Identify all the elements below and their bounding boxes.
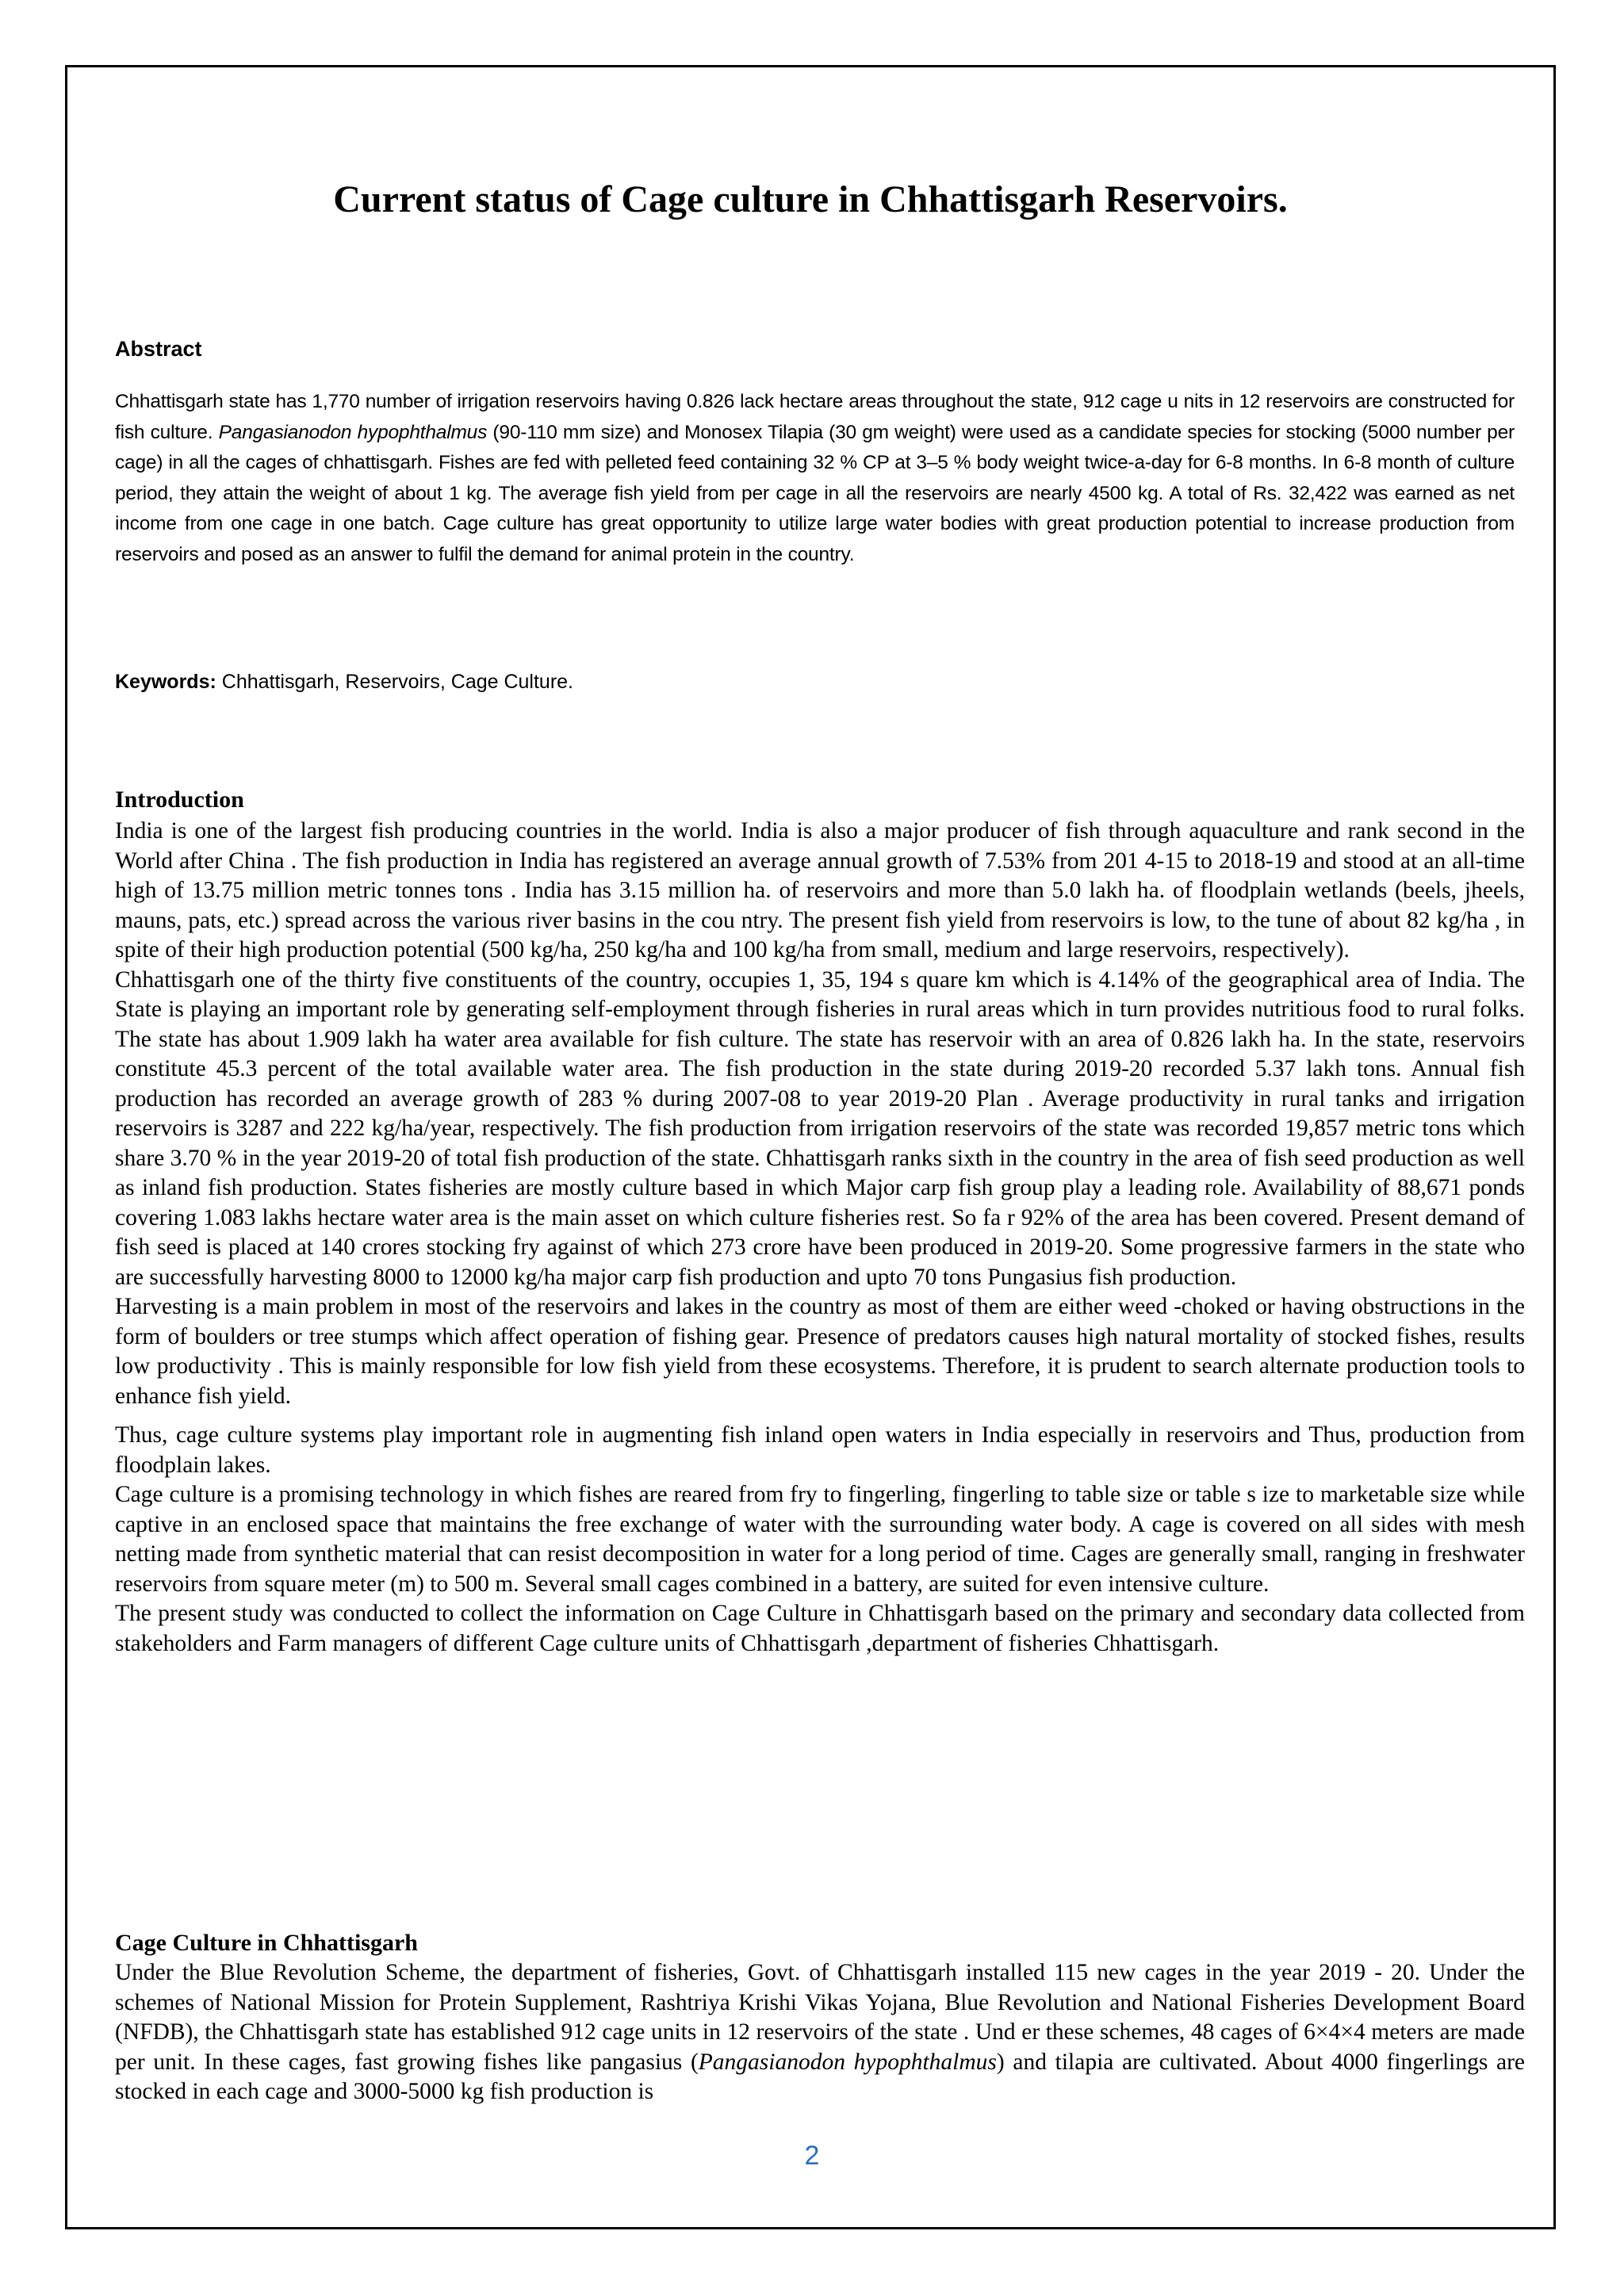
- keywords-text: Chhattisgarh, Reservoirs, Cage Culture.: [216, 671, 574, 693]
- cage-text-part-2: ) and tilapia are cultivated. About 4000 fingerlings are stocked in each cage and 3000-5000 kg fish production is: [115, 2049, 1526, 2104]
- cage-culture-paragraph: [115, 1958, 1525, 2107]
- intro-paragraph-4: Thus, cage culture systems play important role in augmenting fish inland open waters in India especially in reservoirs and Thus, production from floodplain lakes.: [115, 1422, 1525, 1478]
- intro-paragraph-5: Cage culture is a promising technology in which fishes are reared from fry to fingerling, fingerling to table size or table s ize to marketable size while captive in an enclosed space that maintains the free exchange of water with the surrounding water body. A cage is covered on all sides with mesh netting made from synthetic material that can resist decomposition in water for a long period of time. Cages are generally small, ranging in freshwater reservoirs from square meter (m) to 500 m. Several small cages combined in a battery, are suited for even intensive culture.: [115, 1482, 1525, 1597]
- intro-paragraph-6: The present study was conducted to collect the information on Cage Culture in Chhattisgarh based on the primary and secondary data collected from stakeholders and Farm managers of different Cage culture units of Chhattisgarh ,department of fisheries Chhattisgarh.: [115, 1601, 1525, 1656]
- abstract-text-part-2: (90-110 mm size) and Monosex Tilapia (30 gm weight) were used as a candidate species for stocking (5000 number per cage) in all the cages of chhattisgarh. Fishes are fed with pelleted feed containing 32 % CP at 3–5 % body weight twice-a-day for 6-8 months. In 6-8 month of culture period, they attain the weight of about 1 kg. The average fish yield from per cage in all the reservoirs are nearly 4500 kg. A total of Rs. 32,422 was earned as net income from one cage in one batch. Cage culture has great opportunity to utilize large water bodies with great production potential to increase production from reservoirs and posed as an answer to fulfil the demand for animal protein in the country.: [115, 421, 1515, 565]
- introduction-body: [115, 817, 1525, 1659]
- abstract-species-name: Pangasianodon hypophthalmus: [218, 421, 488, 443]
- page-number: 2: [804, 2141, 820, 2171]
- cage-culture-body: [115, 1958, 1525, 2107]
- cage-text-part-1: Under the Blue Revolution Scheme, the department of fisheries, Govt. of Chhattisgarh installed 115 new cages in the year 2019 - 20. Under the schemes of National Mission for Protein Supplement, Rashtriya Krishi Vikas Yojana, Blue Revolution and National Fisheries Development Board (NFDB), the Chhattisgarh state has established 912 cage units in 12 reservoirs of the state . Und er these schemes, 48 cages of 6×4×4 meters are made per unit. In these cages, fast growing fishes like pangasius (: [115, 1960, 1525, 2075]
- abstract-body: [115, 387, 1515, 570]
- intro-paragraph-3: Harvesting is a main problem in most of the reservoirs and lakes in the country as most of them are either weed -choked or having obstructions in the form of boulders or tree stumps which affect operation of fishing gear. Presence of predators causes high natural mortality of stocked fishes, results low productivity . This is mainly responsible for low fish yield from these ecosystems. Therefore, it is prudent to search alternate production tools to enhance fish yield.: [115, 1294, 1525, 1409]
- abstract-text-part-1: Chhattisgarh state has 1,770 number of irrigation reservoirs having 0.826 lack hectare areas throughout the state, 912 cage u nits in 12 reservoirs are constructed for fish culture.: [115, 391, 1515, 443]
- introduction-heading: Introduction: [115, 786, 244, 813]
- abstract-heading: Abstract: [115, 337, 202, 361]
- cage-species-name: Pangasianodon hypophthalmus: [698, 2049, 997, 2075]
- cage-culture-heading: Cage Culture in Chhattisgarh: [115, 1930, 418, 1956]
- paper-title: Current status of Cage culture in Chhattisgarh Reservoirs.: [333, 178, 1288, 220]
- keywords-label: Keywords:: [115, 671, 216, 693]
- keywords: [115, 668, 1515, 696]
- intro-paragraph-2: Chhattisgarh one of the thirty five constituents of the country, occupies 1, 35, 194 s quare km which is 4.14% of the geographical area of India. The State is playing an important role by generating self-employment through fisheries in rural areas which in turn provides nutritious food to rural folks. The state has about 1.909 lakh ha water area available for fish culture. The state has reservoir with an area of 0.826 lakh ha. In the state, reservoirs constitute 45.3 percent of the total available water area. The fish production in the state during 2019-20 recorded 5.37 lakh tons. Annual fish production has recorded an average growth of 283 % during 2007-08 to year 2019-20 Plan . Average productivity in rural tanks and irrigation reservoirs is 3287 and 222 kg/ha/year, respectively. The fish production from irrigation reservoirs of the state was recorded 19,857 metric tons which share 3.70 % in the year 2019-20 of total fish production of the state. Chhattisgarh ranks sixth in the country in the area of fish seed production as well as inland fish production. States fisheries are mostly culture based in which Major carp fish group play a leading role. Availability of 88,671 ponds covering 1.083 lakhs hectare water area is the main asset on which culture fisheries rest. So fa r 92% of the area has been covered. Present demand of fish seed is placed at 140 crores stocking fry against of which 273 crore have been produced in 2019-20. Some progressive farmers in the state who are successfully harvesting 8000 to 12000 kg/ha major carp fish production and upto 70 tons Pungasius fish production.: [115, 966, 1525, 1290]
- intro-paragraph-1: India is one of the largest fish producing countries in the world. India is also a major producer of fish through aquaculture and rank second in the World after China . The fish production in India has registered an average annual growth of 7.53% from 201 4-15 to 2018-19 and stood at an all-time high of 13.75 million metric tonnes tons . India has 3.15 million ha. of reservoirs and more than 5.0 lakh ha. of floodplain wetlands (beels, jheels, mauns, pats, etc.) spread across the various river basins in the cou ntry. The present fish yield from reservoirs is low, to the tune of about 82 kg/ha , in spite of their high production potential (500 kg/ha, 250 kg/ha and 100 kg/ha from small, medium and large reservoirs, respectively).: [115, 818, 1525, 962]
